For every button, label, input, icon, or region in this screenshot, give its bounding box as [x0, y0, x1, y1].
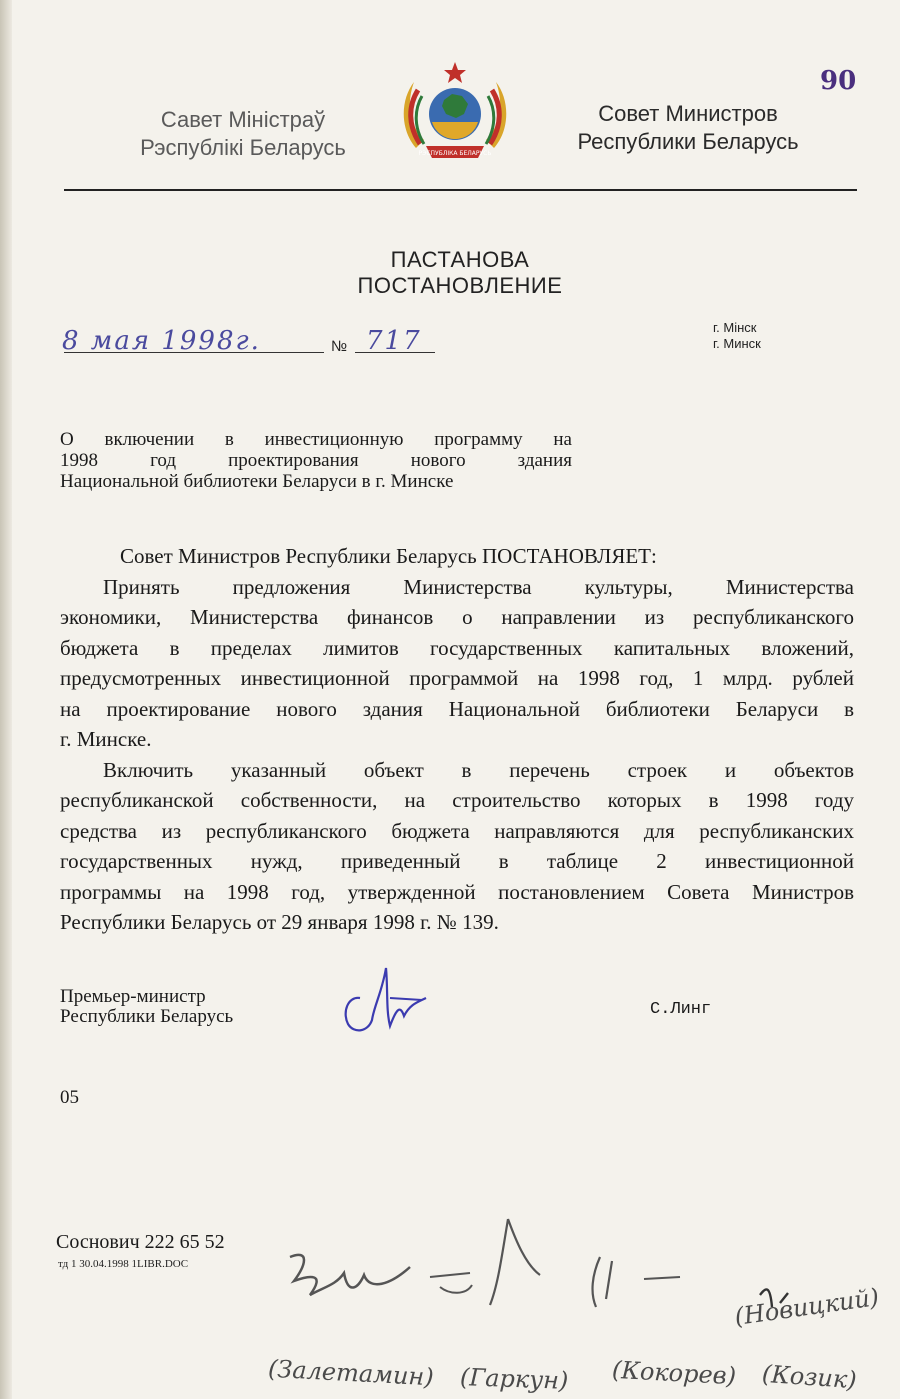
date-underline	[64, 352, 324, 353]
copies-count: 05	[60, 1087, 79, 1108]
header-divider	[64, 189, 857, 191]
header-left-line-1: Савет Міністраў	[160, 107, 326, 132]
body-p2-line: программы на 1998 год, утвержденной постановлением Совета Министров	[60, 879, 854, 904]
handwritten-signature	[330, 950, 430, 1060]
subject-heading	[60, 429, 572, 492]
body-p1-line: г. Минске.	[60, 727, 152, 751]
body-p2-line: Включить указанный объект в перечень строек и объектов	[103, 757, 854, 782]
body-p1-line: Принять предложения Министерства культуры, Министерства	[103, 574, 854, 599]
subject-line: 1998 год проектирования нового здания	[60, 450, 572, 471]
visa-name: (Залетамин)	[267, 1354, 435, 1392]
document-title	[320, 247, 600, 299]
signatory-position-line-1: Премьер-министр	[60, 986, 206, 1007]
executor-contact: Соснович 222 65 52	[56, 1231, 225, 1253]
handwritten-number: 717	[366, 326, 422, 356]
header-left-belarusian	[118, 106, 368, 162]
signatory-name: С.Линг	[650, 1000, 712, 1019]
number-underline	[355, 352, 435, 353]
subject-line: Национальной библиотеки Беларуси в г. Минске	[60, 471, 454, 492]
body-p1-line: экономики, Министерства финансов о направлении из республиканского	[60, 605, 854, 629]
visa-name: (Новицкий)	[732, 1283, 881, 1331]
header-right-russian	[548, 100, 828, 156]
resolution-body	[60, 541, 854, 938]
binding-edge	[0, 0, 12, 1399]
body-p2-line: средства из республиканского бюджета направляются для республиканских	[60, 818, 854, 843]
city-russian: г. Минск	[713, 336, 761, 351]
body-p2-line: Республики Беларусь от 29 января 1998 г. № 139.	[60, 910, 499, 934]
body-p1-line: бюджета в пределах лимитов государственных капитальных вложений,	[60, 635, 854, 660]
signatory-position	[60, 987, 233, 1027]
state-emblem-icon	[396, 60, 514, 168]
visa-name: (Козик)	[761, 1359, 858, 1395]
city-belarusian: г. Мінск	[713, 320, 757, 335]
body-p2-line: республиканской собственности, на строительство которых в 1998 году	[60, 788, 854, 812]
title-russian: ПОСТАНОВЛЕНИЕ	[357, 273, 563, 298]
visa-name: (Кокорев)	[611, 1355, 737, 1391]
body-p2-line: государственных нужд, приведенный в таблице 2 инвестиционной	[60, 849, 854, 873]
file-code: тд 1 30.04.1998 1LIBR.DOC	[58, 1258, 189, 1270]
title-belarusian: ПАСТАНОВА	[390, 247, 530, 272]
handwritten-date: 8 мая 1998г.	[62, 326, 261, 356]
emblem-ribbon-text: РЭСПУБЛІКА БЕЛАРУСЬ	[418, 150, 492, 157]
number-label: №	[331, 338, 348, 355]
header-right-line-2: Республики Беларусь	[577, 129, 799, 154]
body-lead: Совет Министров Республики Беларусь ПОСТАНОВЛЯЕТ:	[120, 544, 657, 568]
body-p1-line: на проектирование нового здания Национальной библиотеки Беларуси в	[60, 696, 854, 721]
subject-line: О включении в инвестиционную программу на	[60, 429, 572, 450]
header-right-line-1: Совет Министров	[598, 101, 778, 126]
signatory-position-line-2: Республики Беларусь	[60, 1006, 234, 1027]
header-left-line-2: Рэспублікі Беларусь	[140, 135, 346, 160]
city-block	[713, 320, 761, 352]
visa-name: (Гаркун)	[459, 1363, 569, 1395]
folio-number: 90	[820, 66, 857, 96]
body-p1-line: предусмотренных инвестиционной программой на 1998 год, 1 млрд. рублей	[60, 666, 854, 690]
approval-visas	[240, 1195, 900, 1399]
